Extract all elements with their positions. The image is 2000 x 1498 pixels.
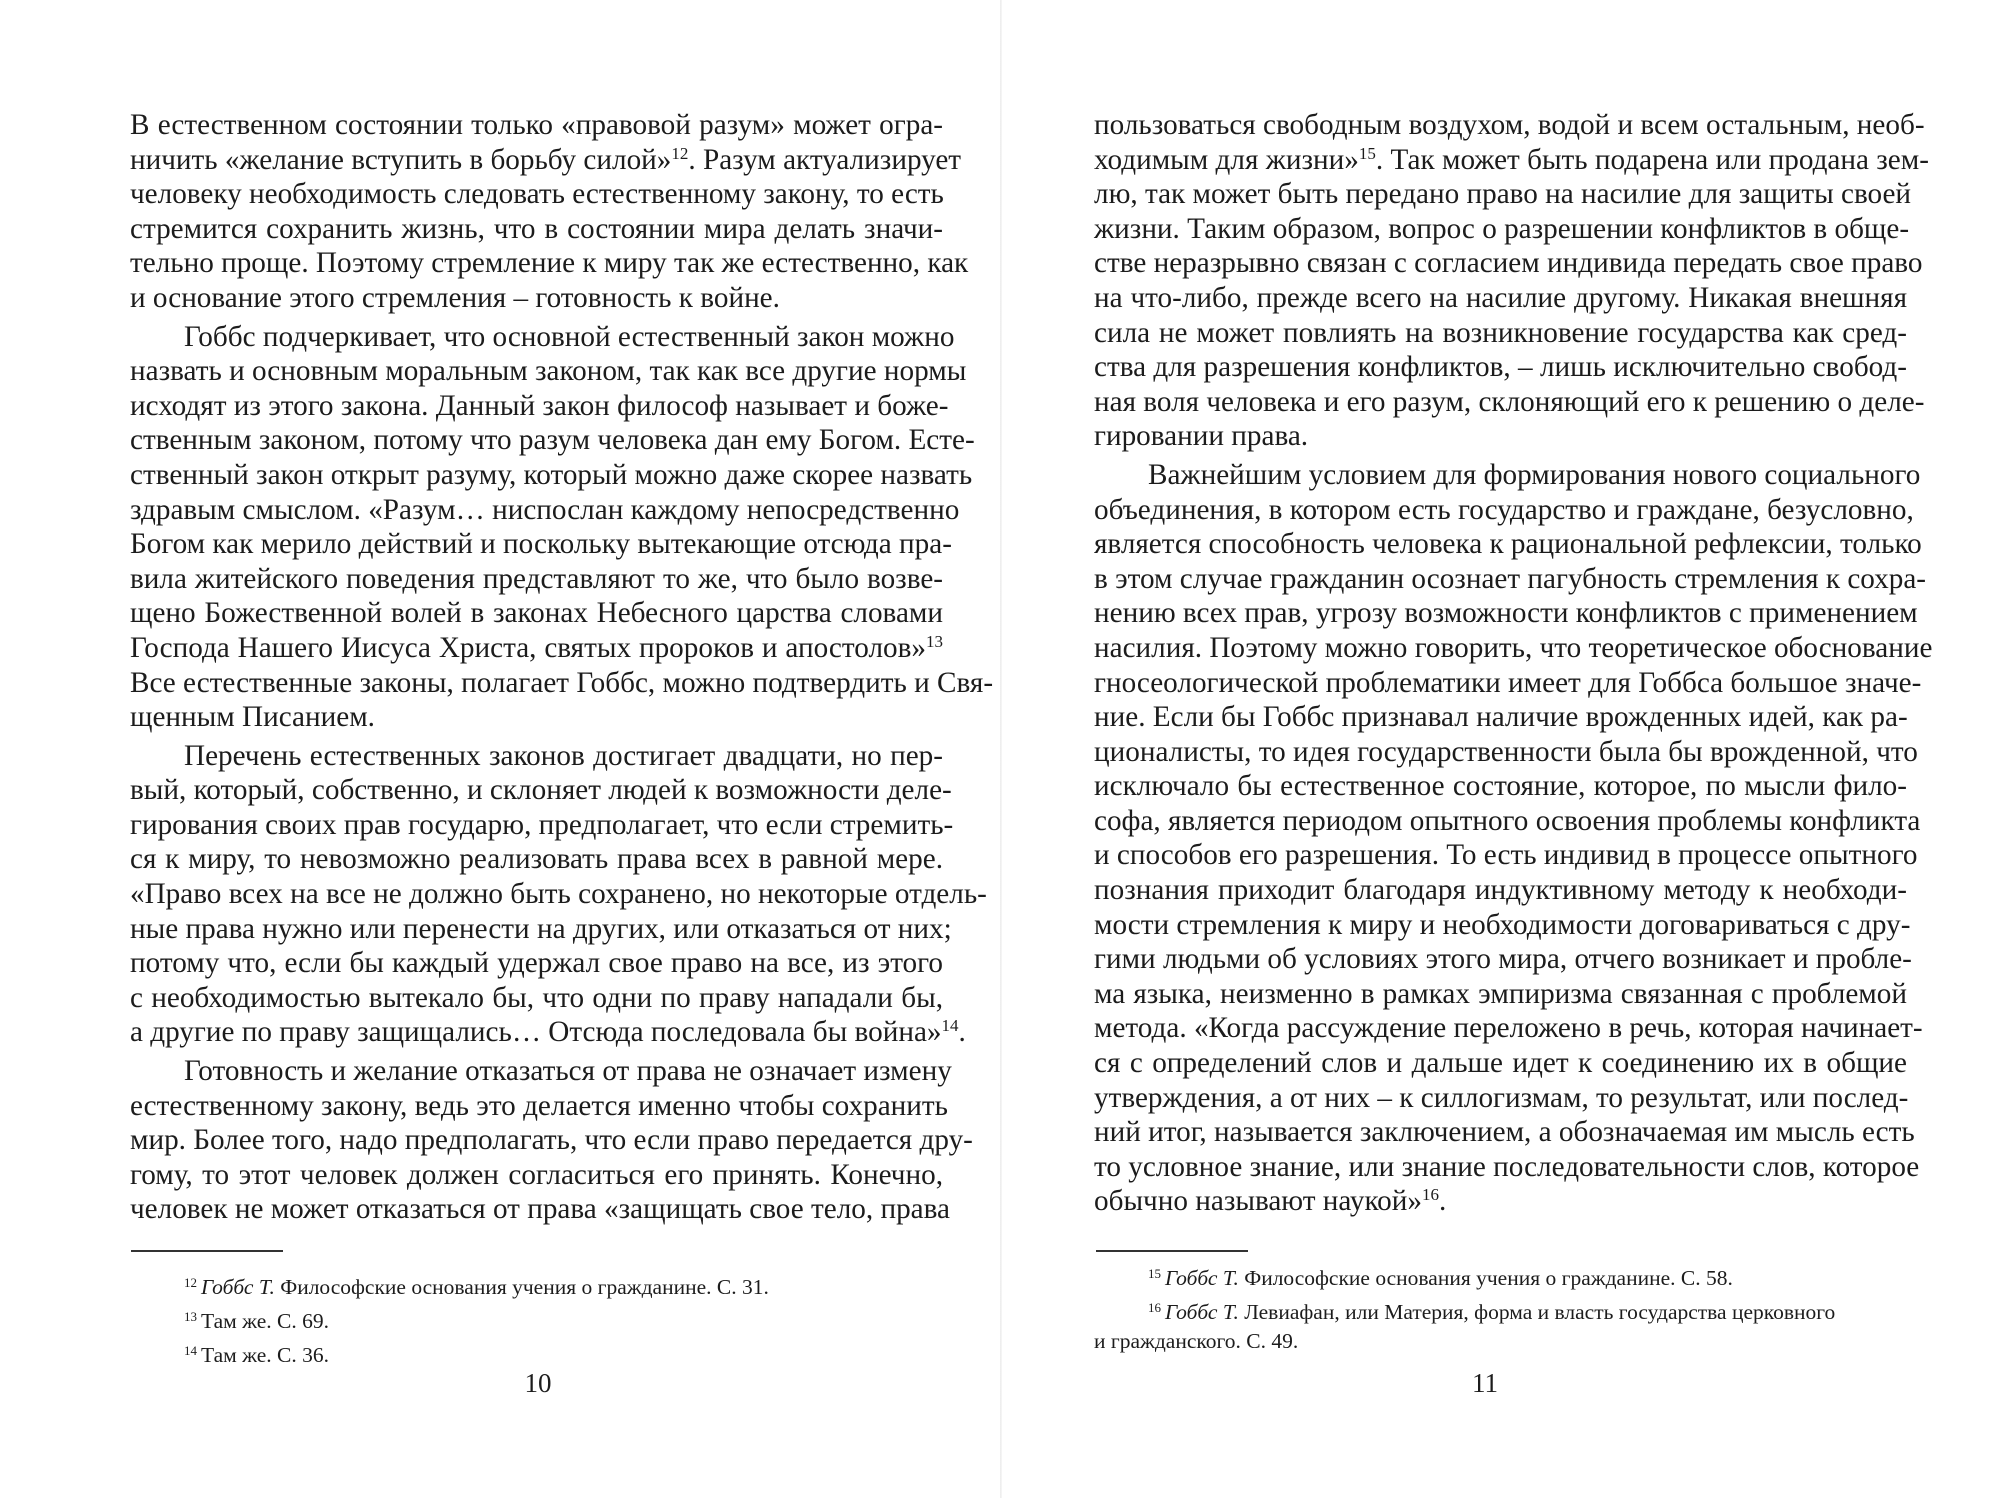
left-footnotes [130, 1268, 943, 1370]
text-line: а другие по праву защищались… Отсюда последовала бы война»$^{14}$. [130, 1016, 966, 1049]
text-line: щенным Писанием. [130, 701, 375, 734]
text-line: с необходимостью вытекало бы, что одни по праву нападали бы, [130, 981, 943, 1014]
text-line: является способность человека к рациональной рефлексии, только [1094, 528, 1922, 561]
text-line: гому, то этот человек должен согласиться его принять. Конечно, [130, 1158, 943, 1191]
text-line: Важнейшим условием для формирования нового социального [1148, 458, 1921, 491]
text-line: нению всех прав, угрозу возможности конфликтов с применением [1094, 597, 1918, 630]
text-line: мир. Более того, надо предполагать, что если право передается дру- [130, 1124, 973, 1157]
text-line: жизни. Таким образом, вопрос о разрешении конфликтов в обще- [1094, 212, 1910, 245]
text-line: на что-либо, прежде всего на насилие другому. Никакая внешняя [1094, 281, 1907, 314]
footnote-separator [1096, 1250, 1248, 1252]
text-line: насилия. Поэтому можно говорить, что теоретическое обоснование [1094, 631, 1933, 664]
text-line: назвать и основным моральным законом, так как все другие нормы [130, 355, 967, 388]
text-line: метода. «Когда рассуждение переложено в речь, которая начинает- [1094, 1012, 1923, 1045]
footnote-ref: 15 [1358, 143, 1376, 163]
text-line: ственный закон открыт разуму, который можно даже скорее назвать [130, 458, 973, 491]
right-footnotes [1094, 1259, 1907, 1356]
text-line: Гоббс подчеркивает, что основной естественный закон можно [184, 320, 955, 353]
text-line: ничить «желание вступить в борьбу силой»$^{12}$. Разум актуализирует [130, 143, 962, 176]
text-line: вый, который, собственно, и склоняет людей к возможности деле- [130, 774, 952, 807]
text-line: ма языка, неизменно в рамках эмпиризма связанная с проблемой [1094, 977, 1907, 1010]
text-line: ний итог, называется заключением, а обозначаемая им мысль есть [1094, 1116, 1915, 1149]
text-line: гносеологической проблематики имеет для Гоббса большое значе- [1094, 666, 1922, 699]
text-line: гирования своих прав государю, предполагает, что если стремить- [130, 808, 954, 841]
text-line: и основание этого стремления – готовность к войне. [130, 281, 780, 314]
footnote-ref: 12 [671, 143, 689, 163]
footnote-ref: 16 [1421, 1185, 1439, 1205]
text-line: ходимым для жизни»$^{15}$. Так может быть подарена или продана зем- [1094, 143, 1929, 176]
text-line: стве неразрывно связан с согласием индивида передать свое право [1094, 247, 1923, 280]
text-line: Перечень естественных законов достигает двадцати, но пер- [184, 739, 943, 772]
text-line: сила не может повлиять на возникновение государства как сред- [1094, 316, 1907, 349]
footnote-separator [131, 1250, 283, 1252]
text-line: и способов его разрешения. То есть индивид в процессе опытного [1094, 839, 1918, 872]
footnote: $^{12}$ Гоббс Т. Философские основания учения о гражданине. С. 31. [184, 1275, 769, 1299]
text-line: Богом как мерило действий и поскольку вытекающие отсюда пра- [130, 528, 952, 561]
text-line: то условное знание, или знание последовательности слов, которое [1094, 1150, 1920, 1183]
text-line: утверждения, а от них – к силлогизмам, то результат, или послед- [1094, 1081, 1909, 1114]
text-line: ние. Если бы Гоббс признавал наличие врожденных идей, как ра- [1094, 701, 1908, 734]
text-line: стремится сохранить жизнь, что в состоянии мира делать значи- [130, 212, 943, 245]
text-line: объединения, в котором есть государство и граждане, безусловно, [1094, 493, 1914, 526]
footnote-continuation: и гражданского. С. 49. [1094, 1329, 1299, 1353]
text-line: щено Божественной волей в законах Небесного царства словами [130, 597, 943, 630]
text-line: ственным законом, потому что разум человека дан ему Богом. Есте- [130, 424, 975, 457]
page-number: 11 [1472, 1368, 1498, 1398]
text-line: Все естественные законы, полагает Гоббс, можно подтвердить и Свя- [130, 666, 994, 699]
text-line: человеку необходимость следовать естественному закону, то есть [130, 178, 944, 211]
text-line: тельно проще. Поэтому стремление к миру так же естественно, как [130, 247, 969, 280]
text-line: гими людьми об условиях этого мира, отчего возникает и пробле- [1094, 943, 1912, 976]
text-line: вила житейского поведения представляют то же, что было возве- [130, 562, 943, 595]
text-line: человек не может отказаться от права «защищать свое тело, права [130, 1193, 950, 1226]
text-line: Господа Нашего Иисуса Христа, святых пророков и апостолов»$^{13}$ [130, 631, 943, 664]
footnote: $^{16}$ Гоббс Т. Левиафан, или Материя, форма и власть государства церковного [1148, 1300, 1836, 1324]
text-line: ся к миру, то невозможно реализовать права всех в равной мере. [130, 843, 943, 876]
text-line: в этом случае гражданин осознает пагубность стремления к сохра- [1094, 562, 1927, 595]
footnote: $^{15}$ Гоббс Т. Философские основания учения о гражданине. С. 58. [1148, 1266, 1733, 1290]
text-line: софа, является периодом опытного освоения проблемы конфликта [1094, 804, 1921, 837]
text-line: потому что, если бы каждый удержал свое право на все, из этого [130, 947, 943, 980]
text-line: исходят из этого закона. Данный закон философ называет и боже- [130, 389, 949, 422]
footnote-ref: 13 [926, 631, 943, 651]
page-number: 10 [524, 1368, 552, 1398]
text-line: естественному закону, ведь это делается именно чтобы сохранить [130, 1089, 948, 1122]
text-line: ная воля человека и его разум, склоняющий его к решению о деле- [1094, 385, 1925, 418]
footnote: $^{14}$ Там же. С. 36. [184, 1343, 329, 1367]
text-line: познания приходит благодаря индуктивному методу к необходи- [1094, 874, 1907, 907]
text-line: мости стремления к миру и необходимости договариваться с дру- [1094, 908, 1911, 941]
text-line: ционалисты, то идея государственности была бы врожденной, что [1094, 735, 1918, 768]
text-line: ные права нужно или перенести на других, или отказаться от них; [130, 912, 952, 945]
left-body-text [130, 108, 994, 1227]
text-line: исключало бы естественное состояние, которое, по мысли фило- [1094, 770, 1907, 803]
text-line: лю, так может быть передано право на насилие для защиты своей [1094, 178, 1912, 211]
footnote-ref: 14 [941, 1016, 959, 1036]
text-line: обычно называют наукой»$^{16}$. [1094, 1185, 1447, 1218]
text-line: ся с определений слов и дальше идет к соединению их в общие [1094, 1047, 1907, 1080]
text-line: здравым смыслом. «Разум… ниспослан каждому непосредственно [130, 493, 960, 526]
text-line: Готовность и желание отказаться от права не означает измену [184, 1055, 952, 1088]
right-body-text [1094, 108, 1933, 1219]
footnote: $^{13}$ Там же. С. 69. [184, 1309, 329, 1333]
text-line: пользоваться свободным воздухом, водой и всем остальным, необ- [1094, 109, 1925, 141]
text-line: В естественном состоянии только «правовой разум» может огра- [130, 109, 943, 141]
text-line: «Право всех на все не должно быть сохранено, но некоторые отдель- [130, 878, 987, 911]
text-line: ства для разрешения конфликтов, – лишь исключительно свобод- [1094, 351, 1907, 384]
right-page [1002, 0, 2000, 1498]
text-line: гировании права. [1094, 420, 1309, 453]
